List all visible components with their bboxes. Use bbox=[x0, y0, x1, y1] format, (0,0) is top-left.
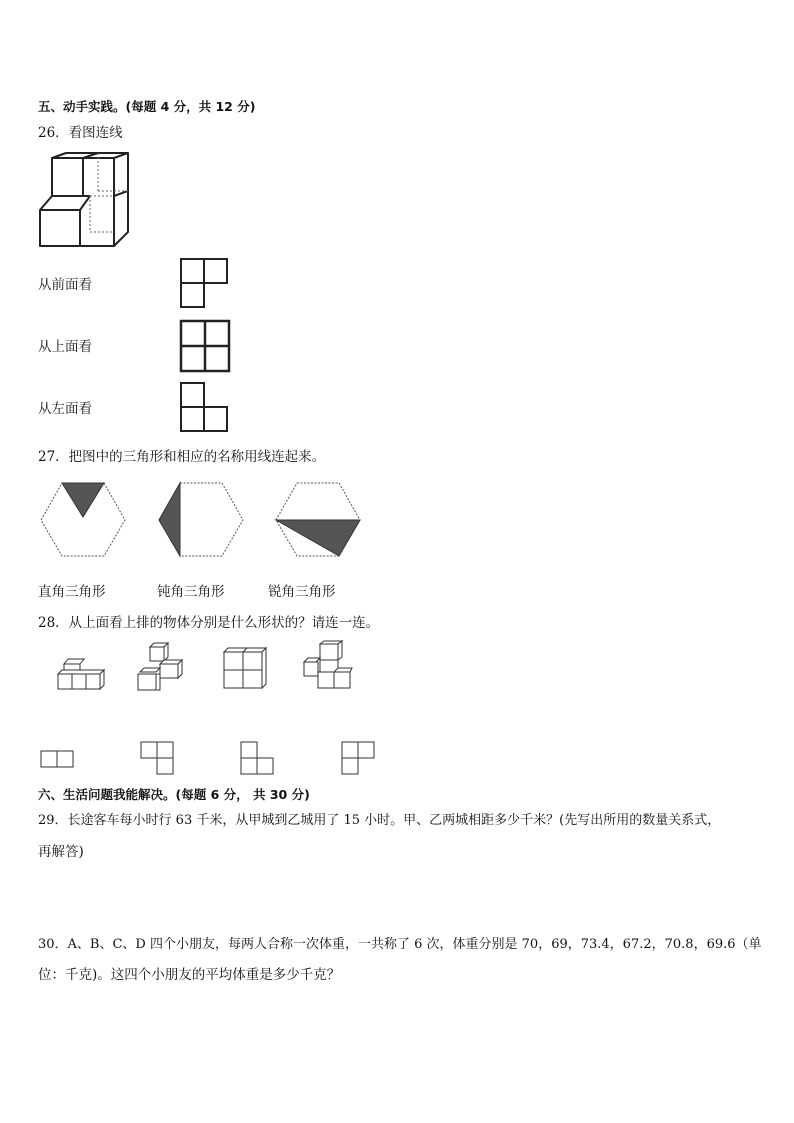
top-view-shape-2[interactable] bbox=[140, 741, 176, 777]
cube-object-2[interactable] bbox=[136, 642, 188, 694]
view-shape-b[interactable] bbox=[180, 320, 232, 374]
question-29-line-2: 再解答) bbox=[38, 844, 84, 860]
view-shape-c[interactable] bbox=[180, 382, 232, 434]
view-label-left: 从左面看 bbox=[38, 401, 92, 417]
top-view-shape-4[interactable] bbox=[341, 741, 377, 777]
question-30-line-2: 位：千克)。这四个小朋友的平均体重是多少千克？ bbox=[38, 967, 341, 983]
section-6-heading: 六、生活问题我能解决。(每题 6 分， 共 30 分) bbox=[38, 787, 310, 802]
triangle-name-obtuse: 钝角三角形 bbox=[157, 584, 225, 600]
top-view-shape-1[interactable] bbox=[40, 750, 76, 770]
top-view-shape-3[interactable] bbox=[240, 741, 276, 777]
question-30-line-1: 30．A、B、C、D 四个小朋友，每两人合称一次体重，一共称了 6 次，体重分别是 70，69，73.4，67.2，70.8，69.6（单 bbox=[38, 937, 762, 952]
cube-object-3[interactable] bbox=[222, 646, 268, 692]
view-label-front: 从前面看 bbox=[38, 277, 92, 293]
view-shape-a[interactable] bbox=[180, 258, 230, 310]
view-label-top: 从上面看 bbox=[38, 339, 92, 355]
q26-solid-figure bbox=[38, 150, 133, 250]
question-27-title: 27．把图中的三角形和相应的名称用线连起来。 bbox=[38, 449, 326, 465]
cube-object-1[interactable] bbox=[56, 654, 106, 692]
cube-object-4[interactable] bbox=[300, 640, 354, 694]
triangle-name-right: 直角三角形 bbox=[38, 584, 106, 600]
question-26-title: 26．看图连线 bbox=[38, 125, 123, 141]
section-5-heading: 五、动手实践。(每题 4 分，共 12 分) bbox=[38, 99, 256, 114]
hexagon-3[interactable] bbox=[275, 482, 361, 558]
hexagon-1[interactable] bbox=[40, 482, 126, 558]
hexagon-2[interactable] bbox=[158, 482, 244, 558]
question-28-title: 28．从上面看上排的物体分别是什么形状的？请连一连。 bbox=[38, 615, 380, 631]
question-29-line-1: 29．长途客车每小时行 63 千米，从甲城到乙城用了 15 小时。甲、乙两城相距多少千米？(先写出所用的数量关系式， bbox=[38, 813, 721, 828]
triangle-name-acute: 锐角三角形 bbox=[268, 584, 336, 600]
